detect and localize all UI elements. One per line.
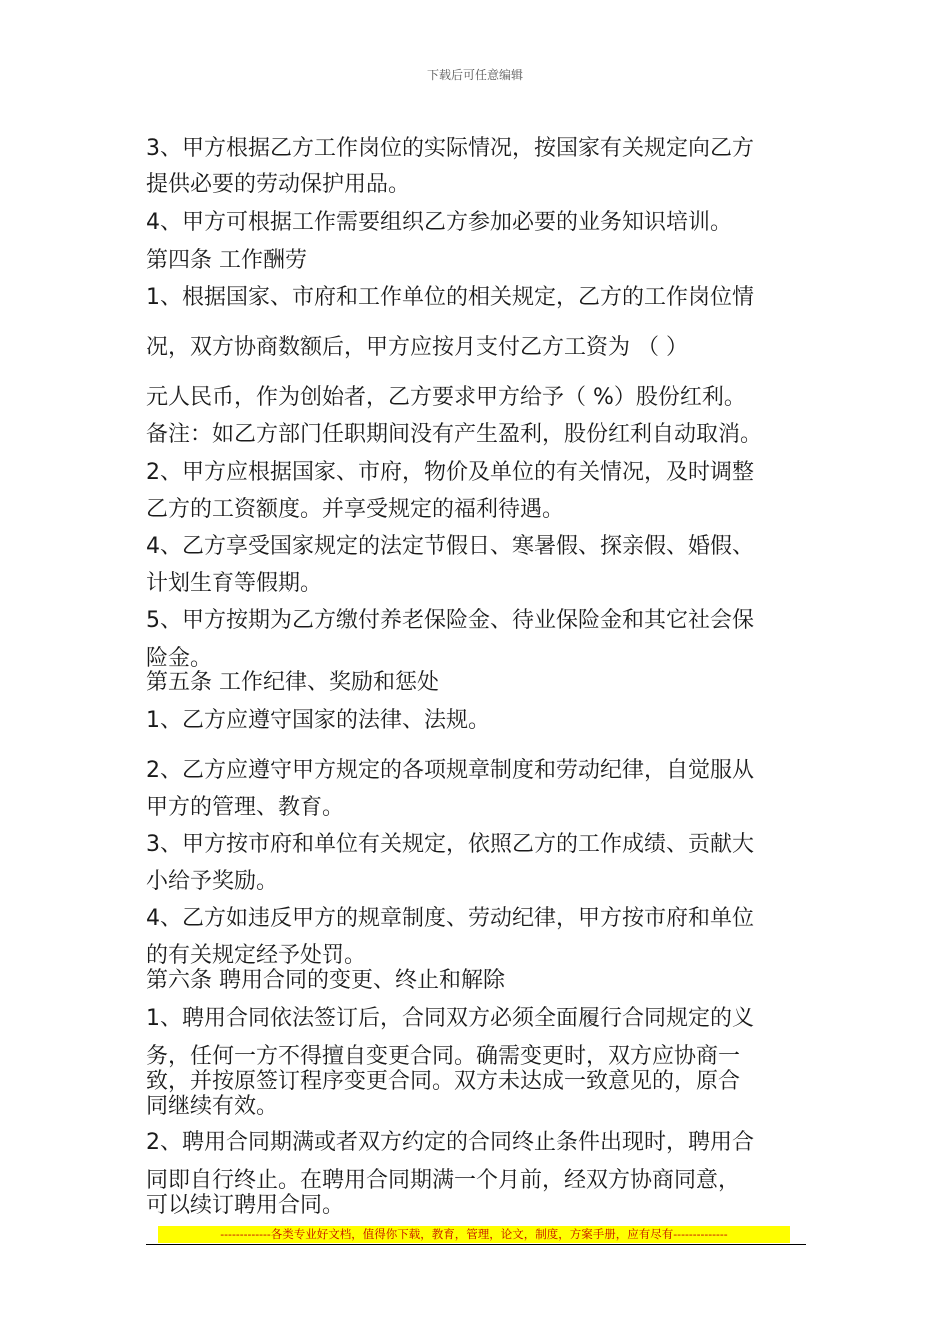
text-line: 4、甲方可根据工作需要组织乙方参加必要的业务知识培训。 [146,210,732,235]
text-line: 2、乙方应遵守甲方规定的各项规章制度和劳动纪律，自觉服从 [146,758,754,783]
section-heading: 第五条 工作纪律、奖励和惩处 [146,670,439,695]
page-header: 下载后可任意编辑 [426,68,523,82]
text-line: 计划生育等假期。 [146,571,323,596]
text-line: 1、聘用合同依法签订后，合同双方必须全面履行合同规定的义 [146,1006,754,1031]
text-line: 元人民币，作为创始者，乙方要求甲方给予（ %）股份红利。 [146,385,746,410]
text-line: 4、乙方如违反甲方的规章制度、劳动纪律，甲方按市府和单位 [146,906,754,931]
section-heading: 第六条 聘用合同的变更、终止和解除 [146,968,505,993]
text-line: 致，并按原签订程序变更合同。双方未达成一致意见的，原合 [146,1069,741,1094]
text-line: 乙方的工资额度。并享受规定的福利待遇。 [146,497,565,522]
text-line: 的有关规定经予处罚。 [146,943,367,968]
text-line: 3、甲方按市府和单位有关规定，依照乙方的工作成绩、贡献大 [146,832,754,857]
text-line: 况，双方协商数额后，甲方应按月支付乙方工资为 （ ） [146,335,688,360]
text-line: 1、乙方应遵守国家的法律、法规。 [146,708,490,733]
text-line: 2、甲方应根据国家、市府，物价及单位的有关情况，及时调整 [146,460,754,485]
text-line: 2、聘用合同期满或者双方约定的合同终止条件出现时，聘用合 [146,1130,754,1155]
text-line: 务，任何一方不得擅自变更合同。确需变更时，双方应协商一 [146,1044,741,1069]
text-line: 可以续订聘用合同。 [146,1193,345,1218]
text-line: 小给予奖励。 [146,869,279,894]
text-line: 备注：如乙方部门任职期间没有产生盈利，股份红利自动取消。 [146,422,763,447]
text-line: 甲方的管理、教育。 [146,795,345,820]
text-line: 险金。 [146,646,213,671]
text-line: 3、甲方根据乙方工作岗位的实际情况，按国家有关规定向乙方 [146,136,754,161]
text-line: 5、甲方按期为乙方缴付养老保险金、待业保险金和其它社会保 [146,608,754,633]
footer-divider [146,1244,806,1245]
footer-banner: -------------各类专业好文档，值得你下载，教育，管理，论文，制度，方案手册，应有尽有-------------- [158,1226,790,1243]
text-line: 同继续有效。 [146,1094,279,1119]
text-line: 4、乙方享受国家规定的法定节假日、寒暑假、探亲假、婚假、 [146,534,754,559]
text-line: 1、根据国家、市府和工作单位的相关规定，乙方的工作岗位情 [146,285,754,310]
section-heading: 第四条 工作酬劳 [146,248,307,273]
text-line: 同即自行终止。在聘用合同期满一个月前，经双方协商同意， [146,1168,741,1193]
text-line: 提供必要的劳动保护用品。 [146,172,411,197]
